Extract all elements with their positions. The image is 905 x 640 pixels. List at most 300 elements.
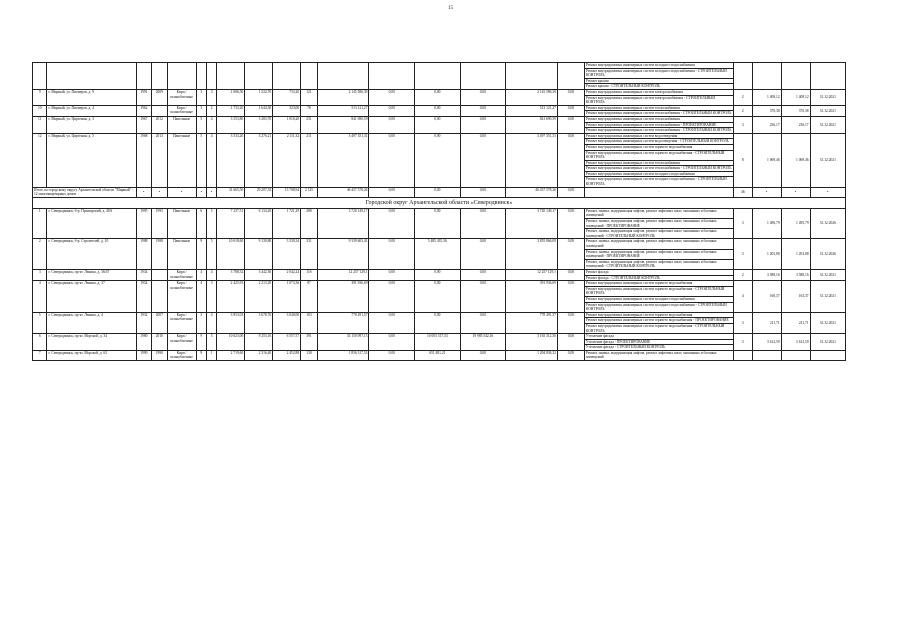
work-item: Ремонт внутридомовых инженерных систем водоотведения — [585, 134, 733, 140]
area-owned: 1 073,36 — [273, 281, 301, 313]
work-count: 3 — [734, 312, 753, 333]
table-cell — [301, 63, 318, 90]
residents: 211 — [301, 133, 318, 187]
works-list — [584, 334, 733, 351]
wall-material: Панельные — [167, 116, 196, 133]
fund-owners: 2 145 586,39 — [506, 89, 558, 105]
area-total: 3 788,32 — [217, 269, 245, 280]
fund-source-2: 0,00 — [415, 187, 461, 197]
residents: 331 — [301, 239, 318, 270]
cost-total: 46 457 578,26 — [317, 187, 369, 197]
deadline: 31.12.2026 — [810, 208, 845, 239]
area-total: 1 686,50 — [217, 89, 245, 105]
unit-cost: 1 069,46 — [752, 133, 781, 187]
residents: 288 — [301, 208, 318, 239]
fund-source-3: 0,00 — [460, 312, 506, 333]
work-item: Ремонт фасада — [585, 270, 733, 276]
table-row — [33, 269, 846, 280]
table-cell — [810, 63, 845, 90]
area-owned: 3 339,34 — [273, 239, 301, 270]
works-list — [584, 239, 733, 270]
work-item: Ремонт крыши — [585, 79, 733, 85]
work-count: 2 — [734, 269, 753, 280]
deadline: 31.12.2021 — [810, 89, 845, 105]
floors: 3 — [196, 89, 206, 105]
address: г. Северодвинск, пр-кт. Ленина, д. 36/47 — [47, 269, 136, 280]
row-number: 3 — [33, 269, 47, 280]
cost-total: 391 936,69 — [317, 281, 369, 313]
work-item: Ремонт внутридомовых инженерных систем холодного водоснабжения — [585, 297, 733, 303]
floors: 9 — [196, 334, 206, 351]
fund-source-2: 0,00 — [415, 89, 461, 105]
wall-material: Кирп / шлакоблочные — [167, 269, 196, 280]
unit-cost: 211,71 — [752, 312, 781, 333]
year-repair: 2007 — [152, 312, 168, 333]
deadline: 31.12.2021 — [810, 116, 845, 133]
table-cell — [167, 63, 196, 90]
residents: 78 — [301, 105, 318, 116]
area-living: 1 522,70 — [245, 89, 273, 105]
work-item: Ремонт, замена, модернизация лифтов, ремонт лифтовых шахт, машинных и блочных помещений - ПРОЕКТИРОВАНИЕ — [585, 250, 733, 260]
year-repair: 2010 — [152, 334, 168, 351]
entrances: 4 — [206, 133, 216, 187]
year-repair: 1988 — [152, 239, 168, 270]
fund-source-1: 0,00 — [369, 281, 415, 313]
fund-source-3: 0,00 — [460, 187, 506, 197]
area-living: 9 253,16 — [245, 334, 273, 351]
cost-total: 12 257 129,1 — [317, 269, 369, 280]
area-living: 3 276,21 — [245, 133, 273, 187]
work-item: Ремонт внутридомовых инженерных систем водоотведения - СТРОИТЕЛЬНЫЙ КОНТРОЛЬ — [585, 139, 733, 145]
work-count: 2 — [734, 89, 753, 105]
table-row — [33, 281, 846, 313]
year-repair — [152, 269, 168, 280]
deadline: 31.12.2021 — [810, 133, 845, 187]
row-number: 2 — [33, 239, 47, 270]
fund-source-1: 0,00 — [369, 208, 415, 239]
entrances: 5 — [206, 334, 216, 351]
wall-material: Кирп / шлакоблочные — [167, 281, 196, 313]
fund-source-1: 0,00 — [369, 187, 415, 197]
address: г. Мирный, ул. Циргенин, д. 5 — [47, 133, 136, 187]
wall-material: Кирп / шлакоблочные — [167, 312, 196, 333]
work-item: Ремонт внутридомовых инженерных систем холодного водоснабжения — [585, 172, 733, 178]
fund-owners: 391 936,69 — [506, 281, 558, 313]
work-item: Ремонт внутридомовых инженерных систем горячего водоснабжения - СТРОИТЕЛЬНЫЙ КОНТРОЛЬ — [585, 151, 733, 161]
fund-other: 0,00 — [557, 281, 584, 313]
bullet: • — [206, 187, 216, 197]
residents: 121 — [301, 89, 318, 105]
area-total: 10 623,00 — [217, 334, 245, 351]
address: г. Северодвинск, б-р. Приморский, д. 40А — [47, 208, 136, 239]
unit-cost-max: 163,37 — [781, 281, 810, 313]
area-living: 1 644,30 — [245, 105, 273, 116]
table-cell — [752, 63, 781, 90]
table-row — [33, 133, 846, 187]
work-item: Ремонт, замена, модернизация лифтов, ремонт лифтовых шахт, машинных и блочных помещений - СТРОИТЕЛЬНЫЙ КОНТРОЛЬ — [585, 259, 717, 269]
work-item: Ремонт внутридомовых инженерных систем горячего водоснабжения — [585, 281, 733, 287]
work-item: Ремонт внутридомовых инженерных систем горячего водоснабжения - ПРОЕКТИРОВАНИЕ — [585, 318, 733, 324]
total-row — [33, 187, 846, 197]
fund-other: 0,00 — [557, 116, 584, 133]
table-row — [33, 116, 846, 133]
entrances: 4 — [206, 312, 216, 333]
floors: 5 — [196, 133, 206, 187]
cost-total: 3 497 351,31 — [317, 133, 369, 187]
fund-owners: 3 855 866,09 — [506, 239, 558, 270]
work-item: Ремонт внутридомовых инженерных систем горячего водоснабжения — [585, 313, 733, 319]
table-cell — [415, 63, 461, 90]
fund-owners: 841 690,59 — [506, 116, 558, 133]
table-cell — [317, 63, 369, 90]
work-item: Ремонт внутридомовых инженерных систем электроснабжения — [585, 90, 733, 96]
floors: 9 — [196, 239, 206, 270]
fund-source-1: 0,00 — [369, 89, 415, 105]
row-number: 1 — [33, 208, 47, 239]
address: г. Мирный, ул. Пионеров, д. 4 — [47, 105, 136, 116]
table-row — [33, 239, 846, 270]
fund-owners: 12 257 129,1 — [506, 269, 558, 280]
fund-owners: 513 121,27 — [506, 105, 558, 116]
area-living: 2 316,40 — [245, 350, 273, 360]
fund-source-1: 0,00 — [369, 334, 415, 351]
table-row — [33, 89, 846, 105]
fund-other: 0,00 — [557, 334, 584, 351]
table-cell — [506, 63, 558, 90]
work-item: Ремонт внутридомовых инженерных систем горячего водоснабжения — [585, 145, 733, 151]
bullet: • — [752, 187, 781, 197]
work-item: Ремонт внутридомовых инженерных систем теплоснабжения - СТРОИТЕЛЬНЫЙ КОНТРОЛЬ — [585, 166, 732, 171]
fund-source-1: 0,00 — [369, 350, 415, 360]
year-built: 1988 — [136, 239, 152, 270]
fund-source-1: 0,00 — [369, 239, 415, 270]
cost-total: 2 145 586,39 — [317, 89, 369, 105]
fund-source-1: 0,00 — [369, 269, 415, 280]
floors: 4 — [196, 269, 206, 280]
unit-cost: 236,17 — [752, 116, 781, 133]
work-item: Ремонт внутридомовых инженерных систем холодного водоснабжения - СТРОИТЕЛЬНЫЙ КОНТРОЛЬ — [585, 302, 727, 312]
year-built: 1968 — [136, 133, 152, 187]
works-list — [584, 281, 733, 313]
year-built: 1932 — [136, 312, 152, 333]
work-item: Ремонт внутридомовых инженерных систем холодного водоснабжения - СТРОИТЕЛЬНЫЙ КОНТРОЛЬ — [585, 177, 727, 187]
area-total: 2 719,60 — [217, 350, 245, 360]
fund-source-1: 0,00 — [369, 133, 415, 187]
area-owned: 2 042,24 — [273, 269, 301, 280]
area-living: 2 213,29 — [245, 281, 273, 313]
area-living: 6 134,20 — [245, 208, 273, 239]
year-repair: 2012 — [152, 116, 168, 133]
work-count: 3 — [734, 334, 753, 351]
work-count: 3 — [734, 208, 753, 239]
works-list — [584, 312, 733, 333]
work-count: 3 — [734, 239, 753, 270]
table-cell — [460, 63, 506, 90]
wall-material: Панельные — [167, 208, 196, 239]
fund-source-3: 0,00 — [460, 208, 506, 239]
area-owned: 3 040,00 — [273, 312, 301, 333]
work-item: Ремонт, замена, модернизация лифтов, ремонт лифтовых шахт, машинных и блочных помещений — [585, 239, 733, 249]
unit-cost-max: 236,17 — [781, 116, 810, 133]
address: г. Мирный, ул. Циргенин, д. 3 — [47, 116, 136, 133]
work-count: 46 — [734, 187, 753, 197]
work-item: Ремонт внутридомовых инженерных систем горячего водоснабжения - СТРОИТЕЛЬНЫЙ КОНТРОЛЬ — [585, 287, 733, 297]
unit-cost-max: 211,71 — [781, 312, 810, 333]
entrances: 3 — [206, 281, 216, 313]
bullet: • — [152, 187, 168, 197]
table-cell — [245, 63, 273, 90]
residents: 116 — [301, 269, 318, 280]
bullet: • — [167, 187, 196, 197]
bullet: • — [781, 187, 810, 197]
area-total: 3 534,20 — [217, 133, 245, 187]
address: г. Северодвинск, пр-кт. Морской, д. 34 — [47, 334, 136, 351]
work-item: Ремонт, замена, модернизация лифтов, ремонт лифтовых шахт, машинных и блочных помещений — [585, 350, 717, 360]
floors: 3 — [196, 105, 206, 116]
year-repair: 2013 — [152, 133, 168, 187]
deadline: 31.12.2021 — [810, 105, 845, 116]
area-living: 29 207,35 — [245, 187, 273, 197]
area-living: 9 130,80 — [245, 239, 273, 270]
table-row — [33, 208, 846, 239]
table-row — [33, 312, 846, 333]
work-count: 2 — [734, 105, 753, 116]
table-cell — [734, 63, 753, 90]
year-repair — [152, 105, 168, 116]
bullet: • — [810, 187, 845, 197]
unit-cost-max: 3 612,59 — [781, 334, 810, 351]
unit-cost: 3 612,59 — [752, 334, 781, 351]
unit-cost: 370,38 — [752, 105, 781, 116]
year-built: 1991 — [136, 89, 152, 105]
fund-other: 0,00 — [557, 312, 584, 333]
fund-source-2: 0,00 — [415, 208, 461, 239]
works-list — [584, 105, 733, 116]
deadline: 31.12.2021 — [810, 269, 845, 280]
area-owned: 2 111,32 — [273, 133, 301, 187]
wall-material: Кирп / шлакоблочные — [167, 89, 196, 105]
works-list — [584, 350, 733, 360]
table-cell — [33, 63, 47, 90]
fund-source-3: 0,00 — [460, 269, 506, 280]
unit-cost: 160,37 — [752, 281, 781, 313]
residents: 87 — [301, 281, 318, 313]
fund-source-1: 0,00 — [369, 116, 415, 133]
entrances: 4 — [206, 116, 216, 133]
work-item: Ремонт внутридомовых инженерных систем теплоснабжения - СТРОИТЕЛЬНЫЙ КОНТРОЛЬ — [585, 128, 732, 133]
fund-owners: 3 165 312,56 — [506, 334, 558, 351]
fund-source-1: 0,00 — [369, 312, 415, 333]
table-body — [33, 63, 846, 361]
works-list — [584, 63, 733, 90]
work-item: Ремонт внутридомовых инженерных систем горячего водоснабжения - СТРОИТЕЛЬНЫЙ КОНТРОЛЬ — [585, 323, 725, 333]
fund-other: 0,00 — [557, 89, 584, 105]
work-count — [734, 350, 753, 360]
table-cell — [781, 63, 810, 90]
area-owned: 6 557,57 — [273, 334, 301, 351]
fund-other: 0,00 — [557, 187, 584, 197]
area-total: 3 953,03 — [217, 312, 245, 333]
work-item: Ремонт внутридомовых инженерных систем холодного водоснабжения - СТРОИТЕЛЬНЫЙ КОНТРОЛЬ — [585, 69, 733, 79]
unit-cost — [752, 350, 781, 360]
works-list — [584, 133, 733, 187]
work-item: Утепление фасада - ПРОЕКТИРОВАНИЕ — [585, 340, 733, 346]
fund-source-2: 651 481,21 — [415, 350, 461, 360]
fund-source-3: 0,00 — [460, 89, 506, 105]
fund-source-2: 10 003 317,33 — [415, 334, 461, 351]
section-title: Городской округ Архангельской области «Северодвинск» — [33, 197, 846, 208]
unit-cost-max: 1 069,46 — [781, 133, 810, 187]
table-row — [33, 63, 846, 90]
cost-total: 33 150 097,13 — [317, 334, 369, 351]
unit-cost-max: 1 203,88 — [781, 239, 810, 270]
fund-source-2: 0,00 — [415, 116, 461, 133]
fund-other: 0,00 — [557, 350, 584, 360]
fund-source-3: 19 985 542,16 — [460, 334, 506, 351]
works-dash: - — [584, 187, 733, 197]
area-living: 3 283,70 — [245, 116, 273, 133]
cost-total: 778 491,57 — [317, 312, 369, 333]
fund-source-2: 0,00 — [415, 269, 461, 280]
wall-material: Панельные — [167, 239, 196, 270]
work-item: Ремонт внутридомовых инженерных систем холодного водоснабжения — [585, 63, 733, 69]
area-total: 2 425,93 — [217, 281, 245, 313]
work-count: 8 — [734, 133, 753, 187]
wall-material: Кирп / шлакоблочные — [167, 350, 196, 360]
fund-source-2: 5 485 435,36 — [415, 239, 461, 270]
works-list — [584, 116, 733, 133]
floors: 6 — [196, 208, 206, 239]
fund-other: 0,00 — [557, 269, 584, 280]
work-item: Ремонт фасада - СТРОИТЕЛЬНЫЙ КОНТРОЛЬ — [585, 275, 661, 280]
work-item: Ремонт внутридомовых инженерных систем теплоснабжения — [585, 106, 733, 112]
area-owned: 2 452,88 — [273, 350, 301, 360]
table-cell — [152, 63, 168, 90]
table-cell — [196, 63, 206, 90]
total-label: Итого по городскому округу Архангельской области "Мирный" - 12 многоквартирных домов — [33, 187, 137, 197]
area-total: 1 733,20 — [217, 105, 245, 116]
bullet: • — [136, 187, 152, 197]
residents: 138 — [301, 350, 318, 360]
fund-source-3: 0,00 — [460, 133, 506, 187]
area-owned: 1 721,29 — [273, 208, 301, 239]
wall-material: Панельные — [167, 133, 196, 187]
row-number: 6 — [33, 334, 47, 351]
year-built: 1995 — [136, 208, 152, 239]
area-living: 3 442,56 — [245, 269, 273, 280]
deadline: 31.12.2021 — [810, 312, 845, 333]
area-owned: 323,00 — [273, 105, 301, 116]
work-item: Ремонт внутридомовых инженерных систем теплоснабжения - СТРОИТЕЛЬНЫЙ КОНТРОЛЬ — [585, 111, 732, 116]
fund-owners: 3 497 351,31 — [506, 133, 558, 187]
fund-owners: 46 457 578,26 — [506, 187, 558, 197]
row-number: 7 — [33, 350, 47, 360]
unit-cost: 1 203,88 — [752, 239, 781, 270]
work-item: Ремонт, замена, модернизация лифтов, ремонт лифтовых шахт, машинных и блочных помещений - СТРОИТЕЛЬНЫЙ КОНТРОЛЬ — [585, 229, 717, 238]
year-built: 1934 — [136, 269, 152, 280]
cost-total: 513 121,27 — [317, 105, 369, 116]
area-total: 7 237,51 — [217, 208, 245, 239]
work-item: Ремонт внутридомовых инженерных систем теплоснабжения — [585, 117, 733, 123]
fund-other: 0,00 — [557, 105, 584, 116]
fund-owners: 778 491,57 — [506, 312, 558, 333]
fund-source-3: 0,00 — [460, 281, 506, 313]
address: г. Северодвинск, пр-кт. Ленина, д. 37 — [47, 281, 136, 313]
unit-cost: 3 588,16 — [752, 269, 781, 280]
table-cell — [206, 63, 216, 90]
fund-source-3: 0,00 — [460, 239, 506, 270]
area-total: 10 618,60 — [217, 239, 245, 270]
unit-cost-max: 1 408,12 — [781, 89, 810, 105]
fund-source-3: 0,00 — [460, 105, 506, 116]
unit-cost-max: 3 588,16 — [781, 269, 810, 280]
year-built: 1967 — [136, 116, 152, 133]
table-cell — [369, 63, 415, 90]
deadline: 31.12.2021 — [810, 281, 845, 313]
floors: 9 — [196, 350, 206, 360]
address: г. Мирный, ул. Пионеров, д. 9 — [47, 89, 136, 105]
fund-other: 0,00 — [557, 133, 584, 187]
unit-cost-max: 1 495,79 — [781, 208, 810, 239]
address: г. Северодвинск, б-р. Строителей, д. 10 — [47, 239, 136, 270]
work-count: 4 — [734, 281, 753, 313]
residents: 103 — [301, 312, 318, 333]
row-number: 9 — [33, 89, 47, 105]
table-cell — [273, 63, 301, 90]
area-total: 3 553,80 — [217, 116, 245, 133]
deadline: 31.12.2026 — [810, 239, 845, 270]
entrances: 2 — [206, 105, 216, 116]
section-header — [33, 197, 846, 208]
floors: 5 — [196, 116, 206, 133]
residents: 391 — [301, 334, 318, 351]
fund-source-2: 0,00 — [415, 312, 461, 333]
wall-material: Кирп / шлакоблочные — [167, 105, 196, 116]
fund-source-3: 0,00 — [460, 350, 506, 360]
fund-owners: 3 720 149,17 — [506, 208, 558, 239]
bullet: • — [196, 187, 206, 197]
table-cell — [217, 63, 245, 90]
fund-source-2: 0,00 — [415, 281, 461, 313]
fund-source-3: 0,00 — [460, 116, 506, 133]
work-item: Ремонт, замена, модернизация лифтов, ремонт лифтовых шахт, машинных и блочных помещений - ПРОЕКТИРОВАНИЕ — [585, 219, 733, 229]
unit-cost: 1 408,12 — [752, 89, 781, 105]
row-number: 5 — [33, 312, 47, 333]
area-total: 31 665,50 — [217, 187, 245, 197]
work-item: Ремонт внутридомовых инженерных систем теплоснабжения - ПРОЕКТИРОВАНИЕ — [585, 123, 733, 129]
fund-source-2: 0,00 — [415, 105, 461, 116]
table-row — [33, 334, 846, 351]
work-count: 3 — [734, 116, 753, 133]
year-repair — [152, 281, 168, 313]
deadline — [810, 350, 845, 360]
cost-total: 3 720 149,17 — [317, 208, 369, 239]
row-number: 4 — [33, 281, 47, 313]
fund-other: 0,00 — [557, 239, 584, 270]
year-repair: 1995 — [152, 208, 168, 239]
residents: 231 — [301, 116, 318, 133]
floors: 4 — [196, 281, 206, 313]
row-number: 12 — [33, 133, 47, 187]
entrances: 5 — [206, 208, 216, 239]
entrances: 3 — [206, 89, 216, 105]
works-list — [584, 89, 733, 105]
fund-source-1: 0,00 — [369, 105, 415, 116]
floors: 3 — [196, 312, 206, 333]
table-cell — [557, 63, 584, 90]
year-repair: 1990 — [152, 350, 168, 360]
entrances: 5 — [206, 239, 216, 270]
